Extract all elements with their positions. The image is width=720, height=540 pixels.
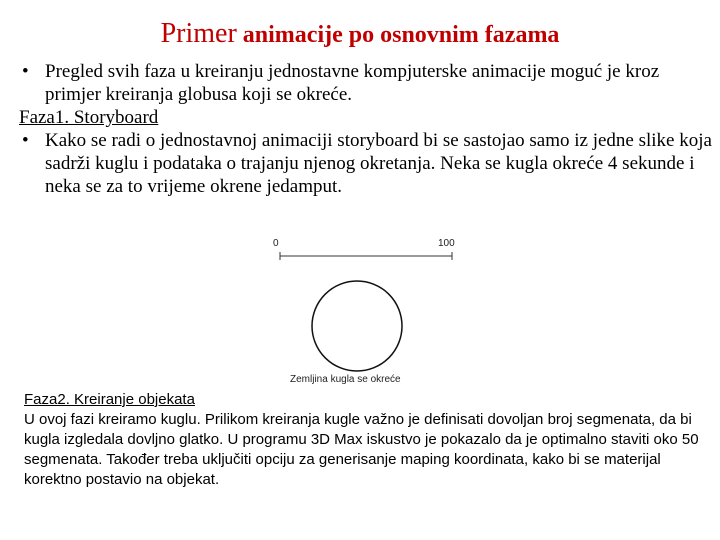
slide-body xyxy=(16,60,716,198)
phase2-text: U ovoj fazi kreiramo kuglu. Prilikom kreiranja kugle važno je definisati dovoljan broj segmenata, da bi kugla izgledala dovljno glatko. U programu 3D Max iskustvo je pokazalo da je optimalno staviti oko 50 segmenata. Također treba uključiti opciju za generisanje maping koordinata, kako bi se materijal korektno postavio na objekat. xyxy=(24,411,699,488)
phase2-section xyxy=(24,390,704,490)
slide-title xyxy=(0,18,720,50)
phase2-heading: Faza2. Kreiranje objekata xyxy=(24,391,195,408)
timeline-end-label: 100 xyxy=(438,238,455,249)
bullet-intro-text: Pregled svih faza u kreiranju jednostavne kompjuterske animacije moguć je kroz primjer kreiranja globusa koji se okreće. xyxy=(45,61,660,105)
phase1-heading: Faza1. Storyboard xyxy=(19,107,159,128)
title-rest: animacije po osnovnim fazama xyxy=(236,22,560,48)
storyboard-drawing xyxy=(270,238,470,388)
bullet-dot: • xyxy=(22,130,29,151)
timeline-start-label: 0 xyxy=(273,238,279,249)
bullet-intro xyxy=(16,60,716,106)
globe-circle xyxy=(312,281,402,371)
bullet-storyboard xyxy=(16,129,716,198)
bullet-storyboard-text: Kako se radi o jednostavnoj animaciji storyboard bi se sastojao samo iz jedne slike koja sadrži kuglu i podataka o trajanju njenog okretanja. Neka se kugla okreće 4 sekunde i neka se za to vrijeme okrene jedamput. xyxy=(45,130,712,197)
storyboard-figure xyxy=(270,238,470,388)
figure-caption: Zemljina kugla se okreće xyxy=(290,374,401,385)
title-first-word: Primer xyxy=(160,18,237,49)
bullet-dot: • xyxy=(22,61,29,82)
